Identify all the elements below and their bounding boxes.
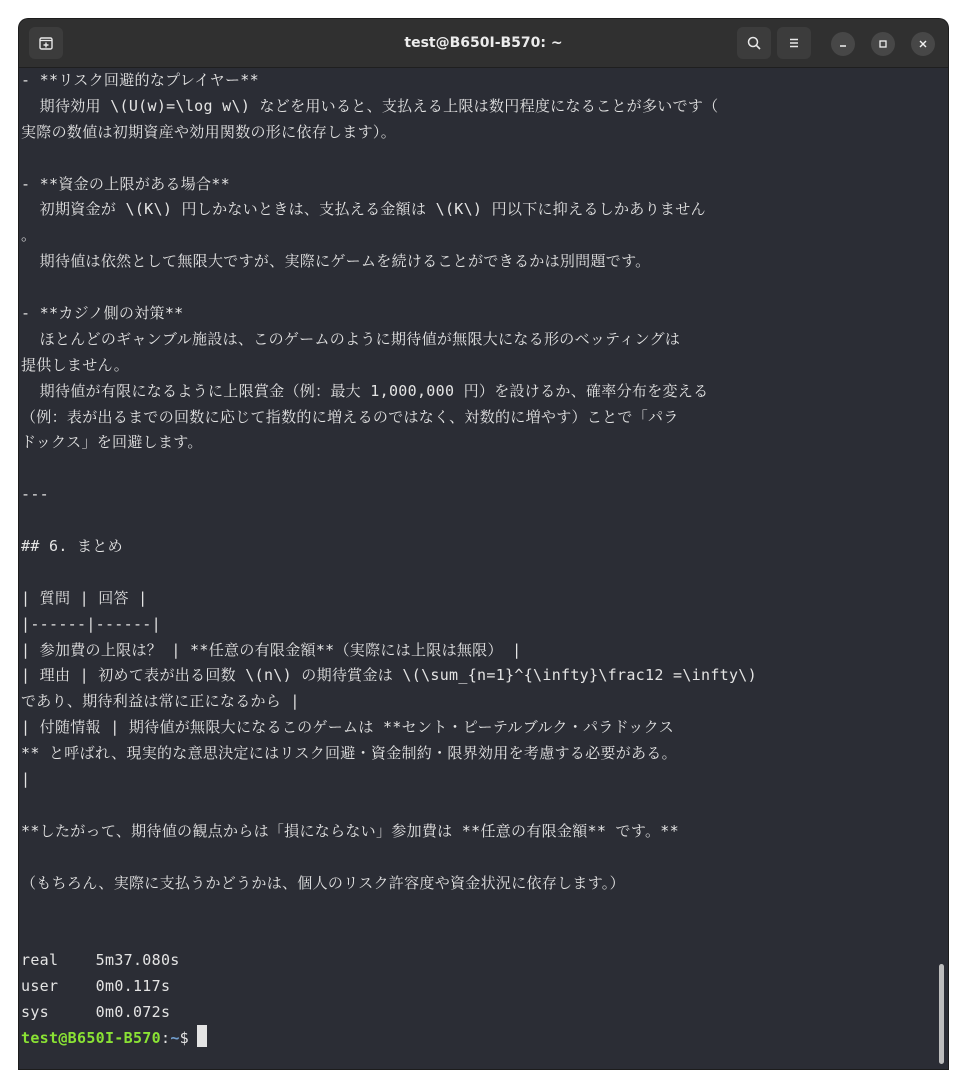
terminal-line: であり、期待利益は常に正になるから | bbox=[21, 692, 300, 711]
terminal-line: （例：表が出るまでの回数に応じて指数的に増えるのではなく、対数的に増やす）ことで「パラ bbox=[21, 407, 679, 426]
terminal-line: real 5m37.080s bbox=[21, 951, 180, 970]
terminal-line: - **資金の上限がある場合** bbox=[21, 174, 230, 193]
new-tab-button[interactable] bbox=[29, 27, 63, 59]
terminal-line bbox=[21, 922, 948, 948]
text-cursor bbox=[197, 1025, 207, 1047]
search-icon bbox=[746, 35, 762, 51]
prompt-colon: : bbox=[160, 1028, 171, 1047]
terminal-line: ドックス」を回避します。 bbox=[21, 433, 203, 452]
menu-button[interactable] bbox=[777, 27, 811, 59]
prompt-user-host: test@B650I-B570 bbox=[21, 1028, 161, 1047]
maximize-button[interactable] bbox=[871, 32, 895, 56]
terminal-line bbox=[21, 275, 948, 301]
terminal-line: （もちろん、実際に支払うかどうかは、個人のリスク許容度や資金状況に依存します。） bbox=[21, 873, 625, 892]
terminal-line: - **リスク回避的なプレイヤー** bbox=[21, 71, 259, 89]
terminal-line: | 質問 | 回答 | bbox=[21, 588, 148, 607]
minimize-icon bbox=[838, 39, 848, 49]
terminal-line: ## 6. まとめ bbox=[21, 537, 123, 556]
terminal-line: 期待値が有限になるように上限賞金（例：最大 1,000,000 円）を設けるか、確率分布を変える bbox=[21, 381, 709, 400]
terminal-line: | 参加費の上限は？ | **任意の有限金額**（実際には上限は無限） | bbox=[21, 640, 522, 659]
window-title: test@B650I-B570: ~ bbox=[404, 35, 563, 51]
terminal-line: 初期資金が \(K\) 円しかないときは、支払える金額は \(K\) 円以下に抑えるしかありません bbox=[21, 200, 706, 219]
terminal-line: 期待効用 \(U(w)=\log w\) などを用いると、支払える上限は数円程度になることが多いです（ bbox=[21, 96, 719, 115]
prompt-path: ~ bbox=[170, 1028, 180, 1047]
minimize-button[interactable] bbox=[831, 32, 855, 56]
terminal-line bbox=[21, 897, 948, 923]
terminal-line: user 0m0.117s bbox=[21, 977, 171, 996]
terminal-line bbox=[21, 456, 948, 482]
close-button[interactable] bbox=[911, 32, 935, 56]
terminal-output[interactable] bbox=[19, 68, 948, 1069]
terminal-line: ** と呼ばれ、現実的な意思決定にはリスク回避・資金制約・限界効用を考慮する必要がある。 bbox=[21, 744, 677, 763]
scrollbar[interactable] bbox=[939, 964, 944, 1064]
terminal-line: 実際の数値は初期資産や効用関数の形に依存します）。 bbox=[21, 122, 397, 141]
terminal-line bbox=[21, 845, 948, 871]
terminal-line bbox=[21, 560, 948, 586]
terminal-line bbox=[21, 793, 948, 819]
terminal-line: 提供しません。 bbox=[21, 355, 130, 374]
terminal-line: **したがって、期待値の観点からは「損にならない」参加費は **任意の有限金額** です。** bbox=[21, 821, 679, 840]
terminal-line: --- bbox=[21, 485, 49, 504]
terminal-line bbox=[21, 146, 948, 172]
close-icon bbox=[918, 39, 928, 49]
shell-prompt[interactable] bbox=[21, 1026, 948, 1052]
title-bar[interactable] bbox=[19, 19, 948, 68]
terminal-line: - **カジノ側の対策** bbox=[21, 304, 184, 323]
prompt-symbol: $ bbox=[179, 1028, 189, 1047]
terminal-window bbox=[19, 19, 948, 1069]
terminal-line: ほとんどのギャンブル施設は、このゲームのように期待値が無限大になる形のベッティングは bbox=[21, 329, 681, 348]
terminal-line: | 理由 | 初めて表が出る回数 \(n\) の期待賞金は \(\sum_{n=1}^{\infty}\frac12 =\infty\) bbox=[21, 666, 757, 685]
terminal-line: 期待値は依然として無限大ですが、実際にゲームを続けることができるかは別問題です。 bbox=[21, 252, 651, 271]
terminal-line: | bbox=[21, 770, 31, 789]
terminal-line: 。 bbox=[21, 226, 37, 245]
search-button[interactable] bbox=[737, 27, 771, 59]
terminal-line: | 付随情報 | 期待値が無限大になるこのゲームは **セント・ピーテルブルク・パラドックス bbox=[21, 718, 675, 737]
terminal-line: sys 0m0.072s bbox=[21, 1003, 171, 1022]
hamburger-menu-icon bbox=[786, 35, 802, 51]
terminal-line: |------|------| bbox=[21, 614, 161, 633]
terminal-line bbox=[21, 508, 948, 534]
new-tab-icon bbox=[38, 35, 54, 51]
maximize-icon bbox=[878, 39, 888, 49]
